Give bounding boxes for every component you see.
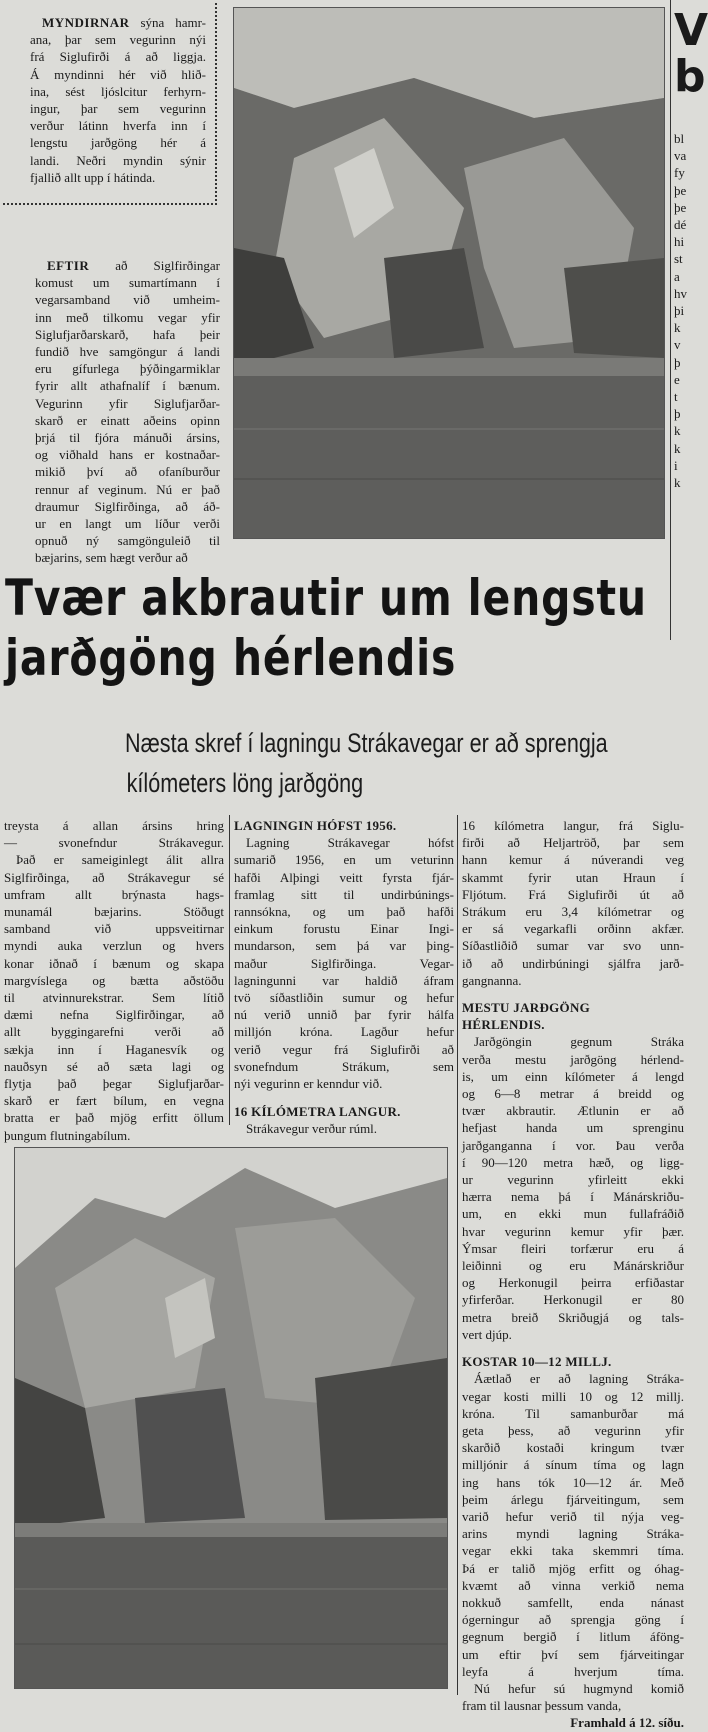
intro-line-text: að Siglfirðingar bbox=[89, 258, 220, 273]
column-1-line: myndi auka verzlun og hvers bbox=[4, 938, 224, 954]
subheadline-line-2: kílómeters löng jarðgöng bbox=[126, 768, 364, 798]
intro-line: inn með tilkomu vegar yfir bbox=[35, 309, 220, 325]
column-3-line: tvær akbrautir. Ætlunin er að bbox=[462, 1103, 684, 1119]
adjacent-article-fragment: a bbox=[674, 268, 680, 284]
column-3-line: ið að undirbúningi sjálfra jarð- bbox=[462, 955, 684, 971]
column-3-line: gegnum bergið í litlum áföng- bbox=[462, 1629, 684, 1645]
adjacent-article-fragment: bl bbox=[674, 131, 685, 146]
article-column-3 bbox=[462, 817, 684, 1732]
column-1-line: samband við uppsveitirnar bbox=[4, 921, 224, 937]
column-2-line: einkum forustu Einar Ingi- bbox=[234, 921, 454, 937]
adjacent-article-edge bbox=[674, 0, 708, 640]
adjacent-article-fragment: fy bbox=[674, 165, 685, 181]
caption-line: verður látinn hverfa inn í bbox=[30, 118, 206, 134]
column-3-line: leyfa á hverjum tíma. bbox=[462, 1663, 684, 1679]
column-3-line: Strákum eru 3,4 kílómetrar og bbox=[462, 904, 684, 920]
section-heading-lagningin: LAGNINGIN HÓFST 1956. bbox=[234, 818, 397, 833]
column-3-line: um, en ekki mun fullafráðið bbox=[462, 1206, 684, 1222]
column-2-line: svonefndum Strákum, sem bbox=[234, 1058, 454, 1074]
adjacent-article-fragment: þe bbox=[674, 199, 687, 215]
column-2-line: maður Siglfirðinga. Vegar- bbox=[234, 955, 454, 971]
adjacent-headline-glyph-2: b bbox=[674, 51, 706, 102]
caption-line: lengstu jarðgöng hér á bbox=[30, 135, 206, 151]
adjacent-article-fragment: hv bbox=[674, 285, 687, 301]
column-3-line: 16 kílómetra langur, frá Siglu- bbox=[462, 818, 684, 833]
intro-line: draumur Siglfirðinga, að áð- bbox=[35, 498, 220, 514]
adjacent-article-fragment: t bbox=[674, 389, 678, 405]
column-1-line: konar iðnað í bænum og skapa bbox=[4, 955, 224, 971]
column-2-line: sumarið 1956, en um veturinn bbox=[234, 852, 454, 868]
photo-caption bbox=[30, 14, 206, 186]
column-1-line: flytja það þegar Siglufjarðar- bbox=[4, 1076, 224, 1092]
caption-line: frá Siglufirði á að liggja. bbox=[30, 49, 206, 65]
column-3-line: gangnanna. bbox=[462, 972, 522, 988]
intro-line-lead: EFTIR bbox=[47, 258, 90, 273]
column-1-line: Siglfirðinga, að Strákavegur sé bbox=[4, 869, 224, 885]
column-2-line: milljón króna. Lagður hefur bbox=[234, 1024, 454, 1040]
column-3-line: varið hefur verið til nýja veg- bbox=[462, 1508, 684, 1524]
column-3-line: í 90—120 metra hæð, og ligg- bbox=[462, 1154, 684, 1170]
intro-line: fyrir allt athafnalíf í bænum. bbox=[35, 378, 220, 394]
column-3-line: skammt fyrir utan Hraun í bbox=[462, 869, 684, 885]
column-2-line: hafði Alþingi veitt fyrsta fjár- bbox=[234, 869, 454, 885]
intro-line: vegarsamband við umheim- bbox=[35, 292, 220, 308]
column-3-line: Fljótum. Frá Siglufirði út að bbox=[462, 886, 684, 902]
intro-line: rennur af veginum. Nú er það bbox=[35, 481, 220, 497]
adjacent-article-fragment: va bbox=[674, 148, 687, 164]
column-3-line: Þá er talið mjög erfitt og óhag- bbox=[462, 1560, 684, 1576]
article-column-2 bbox=[234, 817, 454, 1138]
headline-line-2: jarðgöng hérlendis bbox=[5, 629, 457, 687]
column-3-line: og Herkonugil þeirra erfiðastar bbox=[462, 1275, 684, 1291]
column-2-line: rannsókna, og um það hafði bbox=[234, 904, 454, 920]
adjacent-article-fragment: þ bbox=[674, 406, 681, 422]
caption-line: fjallið allt upp í hátinda. bbox=[30, 169, 156, 185]
adjacent-article-fragment: k bbox=[674, 423, 681, 439]
subheadline bbox=[125, 723, 608, 803]
caption-line: ana, þar sem vegurinn nýi bbox=[30, 32, 206, 48]
continuation-note: Framhald á 12. síðu. bbox=[570, 1715, 684, 1731]
intro-text bbox=[35, 257, 220, 567]
column-3-line: verða mestu jarðgöng hérlend- bbox=[462, 1051, 684, 1067]
column-1-line: allt byggingarefni verði að bbox=[4, 1024, 224, 1040]
caption-line-lead: MYNDIRNAR bbox=[42, 15, 130, 30]
column-3-line: vegar kosti milli 10 og 12 millj. bbox=[462, 1388, 684, 1404]
column-1-line: munamál bæjarins. Stöðugt bbox=[4, 904, 224, 920]
column-1-line: treysta á allan ársins hring bbox=[4, 818, 224, 833]
column-3-line: um eftir því sem fjárveitingar bbox=[462, 1646, 684, 1662]
column-1-line: nauðsyn sé að sæta lagi og bbox=[4, 1058, 224, 1074]
column-1-line: skarð er fært bílum, en vegna bbox=[4, 1093, 224, 1109]
caption-line: landi. Neðri myndin sýnir bbox=[30, 152, 206, 168]
intro-line: skarð er einatt aðeins opinn bbox=[35, 412, 220, 428]
column-3-line: þeim árlegu fjárveitingum, sem bbox=[462, 1491, 684, 1507]
column-3-line: hvar vegurinn kemur yfir þær. bbox=[462, 1223, 684, 1239]
intro-line: bæjarins, sem hægt verður að bbox=[35, 550, 188, 566]
column-3-line: vegar ekki taka skemmri tíma. bbox=[462, 1543, 684, 1559]
caption-line: ingur, þar sem vegurinn bbox=[30, 101, 206, 117]
column-1-line: þungum flutningabílum. bbox=[4, 1127, 131, 1143]
column-rule-right bbox=[670, 0, 671, 640]
adjacent-article-fragment: k bbox=[674, 440, 681, 456]
column-2-line: nú verið unnið þar fyrir hálfa bbox=[234, 1007, 454, 1023]
column-1-line: umfram allt brýnasta hags- bbox=[4, 886, 224, 902]
cliff-photo-top bbox=[233, 7, 665, 539]
column-1-line: sækja inn í Haganesvík og bbox=[4, 1041, 224, 1057]
column-1-line: til atvinnurekstrar. Sem lítið bbox=[4, 990, 224, 1006]
column-3-line: Nú hefur sú hugmynd komið bbox=[474, 1680, 684, 1696]
column-2-line: framlag sitt til undirbúnings- bbox=[234, 886, 454, 902]
cliff-photo-bottom bbox=[14, 1147, 448, 1689]
column-3-line: Áætlað er að lagning Stráka- bbox=[474, 1371, 684, 1387]
adjacent-article-fragment: k bbox=[674, 475, 681, 491]
headline bbox=[5, 568, 647, 688]
intro-line: eru gífurlega þýðingarmiklar bbox=[35, 361, 220, 377]
adjacent-headline-glyph-1: V bbox=[674, 5, 708, 56]
column-1-line: dæmi nefna Siglfirðingar, að bbox=[4, 1007, 224, 1023]
column-2-line: tvö síðastliðin sumur og hefur bbox=[234, 990, 454, 1006]
column-3-line: Síðastliðið sumar var svo unn- bbox=[462, 938, 684, 954]
column-3-line: kvæmt að vinna verkið nema bbox=[462, 1577, 684, 1593]
intro-line: mikið því að ofaníburður bbox=[35, 464, 220, 480]
adjacent-article-fragment: e bbox=[674, 371, 680, 387]
column-3-line: geta þess, að vegurinn yfir bbox=[462, 1422, 684, 1438]
intro-line: fundið hve samgöngur á landi bbox=[35, 344, 220, 360]
column-3-line: vert djúp. bbox=[462, 1326, 512, 1342]
column-3-line: leiðinni og eru Mánárskriður bbox=[462, 1258, 684, 1274]
column-3-line: ógerningur að sprengja göng í bbox=[462, 1612, 684, 1628]
adjacent-article-fragment: st bbox=[674, 251, 683, 267]
column-3-line: og 6—8 metrar á breidd og bbox=[462, 1086, 684, 1102]
column-rule-1 bbox=[229, 815, 230, 1125]
column-1-line: margvíslega og bætta aðstöðu bbox=[4, 972, 224, 988]
column-3-line: yfirferðar. Herkonugil er 80 bbox=[462, 1292, 684, 1308]
intro-line bbox=[35, 257, 220, 274]
intro-line: ur en langt um líður verði bbox=[35, 516, 220, 532]
adjacent-article-fragment: þe bbox=[674, 182, 687, 198]
caption-line: Á myndinni hér við hlið- bbox=[30, 66, 206, 82]
intro-line: og viðhald hans er kostnaðar- bbox=[35, 447, 220, 463]
column-3-line: is, um einn kílómeter á lengd bbox=[462, 1068, 684, 1084]
column-2-line: nýi vegurinn er kenndur við. bbox=[234, 1076, 383, 1092]
column-rule-2 bbox=[457, 815, 458, 1695]
section-heading-mestu-jardgong-line-1: MESTU JARÐGÖNG bbox=[462, 1000, 591, 1016]
column-3-line: Jarðgöngin gegnum Stráka bbox=[474, 1034, 684, 1050]
intro-line: þrjá til fjóra mánuði ársins, bbox=[35, 430, 220, 446]
intro-line: komust um sumartímann í bbox=[35, 275, 220, 291]
adjacent-article-fragment: hi bbox=[674, 234, 685, 250]
column-1-line: Það er sameiginlegt álit allra bbox=[16, 852, 224, 868]
caption-line: ina, sést ljóslcitur ferhyrn- bbox=[30, 83, 206, 99]
column-3-line: ing hans tók 10—12 ár. Með bbox=[462, 1474, 684, 1490]
column-3-line: milljónir á sínum tíma og lagn bbox=[462, 1457, 684, 1473]
column-3-line: hefjast handa um sprenginu bbox=[462, 1120, 684, 1136]
column-3-line: skarðið kostaði kringum tvær bbox=[462, 1440, 684, 1456]
adjacent-article-fragment: k bbox=[674, 320, 681, 336]
section-heading-16-km: 16 KÍLÓMETRA LANGUR. bbox=[234, 1104, 401, 1120]
article-column-1 bbox=[4, 817, 224, 1144]
section-heading-kostar: KOSTAR 10—12 MILLJ. bbox=[462, 1354, 612, 1370]
adjacent-article-fragment: þ bbox=[674, 354, 681, 370]
column-2-line: verið vegur frá Siglufirði að bbox=[234, 1041, 454, 1057]
column-3-line: firði að Heljartröð, þar sem bbox=[462, 835, 684, 851]
column-3-line: nokkuð samfellt, enda nánast bbox=[462, 1594, 684, 1610]
column-3-line: jarðganganna í vor. Þau verða bbox=[462, 1137, 684, 1153]
column-2-line: Strákavegur verður rúml. bbox=[246, 1121, 378, 1137]
column-3-line: metra breið Skriðugjá og tals- bbox=[462, 1309, 684, 1325]
caption-line bbox=[30, 14, 206, 31]
intro-line: Siglufjarðarskarð, hafa þeir bbox=[35, 326, 220, 342]
column-3-line: hærra nema þá í Mánárskriðu- bbox=[462, 1189, 684, 1205]
column-3-line: ur vegurinn yfirleitt ekki bbox=[462, 1172, 684, 1188]
subheadline-line-1: Næsta skref í lagningu Strákavegar er að sprengja bbox=[125, 728, 608, 758]
adjacent-article-fragment: dé bbox=[674, 217, 687, 233]
column-3-line: er sá vegarkafli orðinn akfær. bbox=[462, 921, 684, 937]
column-2-line: lagningunni var haldið áfram bbox=[234, 972, 454, 988]
adjacent-article-fragment: v bbox=[674, 337, 681, 353]
adjacent-article-fragment: þi bbox=[674, 303, 685, 319]
column-1-line: — svonefndur Strákavegur. bbox=[4, 835, 224, 851]
intro-line: opnuð ný samgönguleið til bbox=[35, 533, 220, 549]
column-3-line: fram til lausnar þessum vanda, bbox=[462, 1698, 622, 1714]
column-2-line: Lagning Strákavegar hófst bbox=[246, 835, 454, 851]
column-3-line: króna. Til samanburðar má bbox=[462, 1405, 684, 1421]
column-3-line: Ýmsar fleiri torfærur eru á bbox=[462, 1240, 684, 1256]
caption-line-text: sýna hamr- bbox=[129, 15, 206, 30]
section-heading-mestu-jardgong bbox=[462, 999, 684, 1033]
intro-line: Vegurinn yfir Siglufjarðar- bbox=[35, 395, 220, 411]
adjacent-article-fragment: i bbox=[674, 457, 678, 473]
headline-line-1: Tvær akbrautir um lengstu bbox=[5, 569, 647, 627]
column-3-line: hann kemur á núverandi veg bbox=[462, 852, 684, 868]
section-heading-mestu-jardgong-line-2: HÉRLENDIS. bbox=[462, 1017, 545, 1033]
column-2-line: mundarson, sem þá var þing- bbox=[234, 938, 454, 954]
column-1-line: bratta er það mjög erfitt öllum bbox=[4, 1110, 224, 1126]
column-3-line: arins myndi lagning Stráka- bbox=[462, 1526, 684, 1542]
